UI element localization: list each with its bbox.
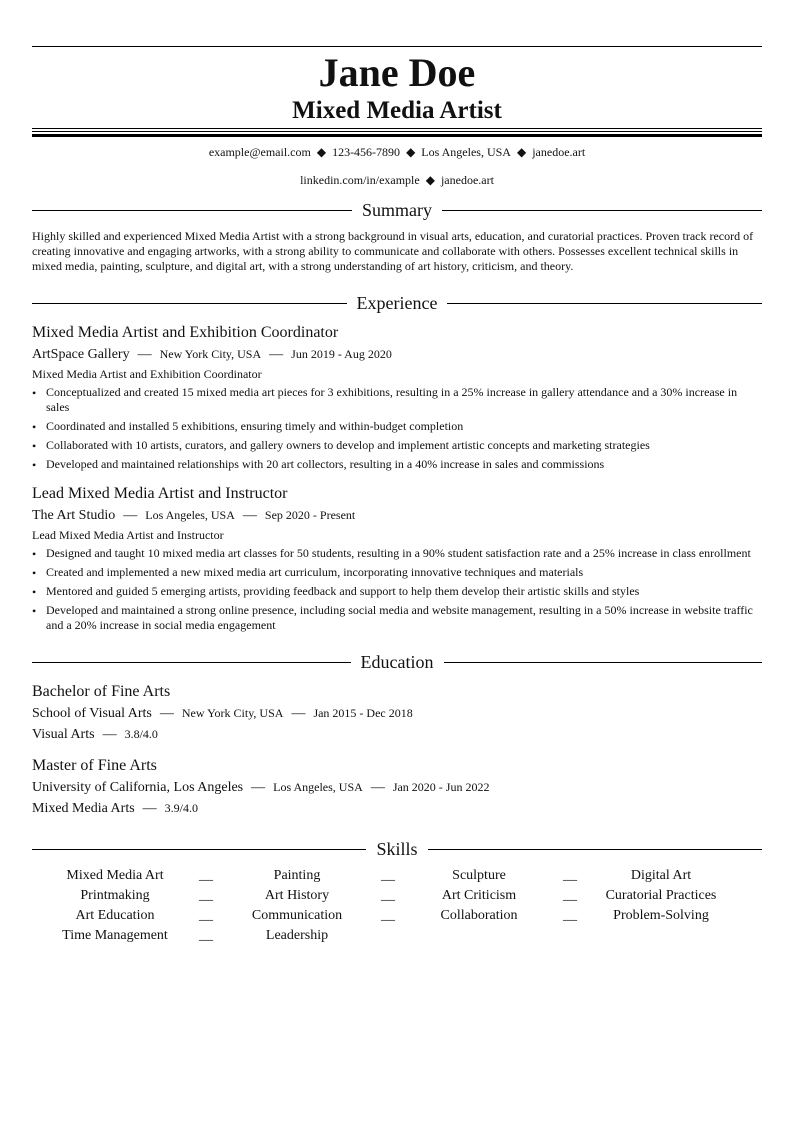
list-item: • Developed and maintained relationships with 20 art collectors, resulting in a 40% increase in sales and commissions <box>32 457 605 472</box>
skills-row <box>32 866 762 886</box>
skill-item: Printmaking <box>80 888 150 903</box>
dash-separator: — <box>251 780 266 795</box>
education-meta <box>32 778 762 797</box>
job-location: New York City, USA <box>159 347 262 361</box>
list-item: • Conceptualized and created 15 mixed media art pieces for 3 exhibitions, resulting in a 25% increase in gallery attendance and a 30% increase in sales <box>32 385 738 414</box>
skill-item: Collaboration <box>440 908 518 923</box>
job-dates: Jun 2019 - Aug 2020 <box>291 347 392 361</box>
job-location: Los Angeles, USA <box>145 508 235 522</box>
school-location: New York City, USA <box>181 706 284 720</box>
list-item: • Developed and maintained a strong online presence, including social media and website management, resulting in a 50% increase in website traffic and a 20% increase in social media engagement <box>32 603 753 632</box>
skill-separator: __ <box>199 908 213 923</box>
skills-row <box>32 906 762 926</box>
section-heading-experience <box>32 292 762 314</box>
degree-title: Master of Fine Arts <box>32 757 157 774</box>
experience-entry <box>32 323 762 472</box>
job-bullets <box>32 546 762 633</box>
bullet-icon: • <box>32 439 37 453</box>
skills-row <box>32 926 762 946</box>
candidate-title: Mixed Media Artist <box>292 97 502 124</box>
summary-text: Highly skilled and experienced Mixed Media Artist with a strong background in visual arts, education, and curatorial practices. Proven track record of creating innovative and engaging artworks, with a strong ability to communicate and collaborate with others. Possesses excellent technical skills in mixed media, painting, sculpture, and digital art, with a strong understanding of art history, criticism, and theory. <box>32 229 754 273</box>
diamond-separator-icon: ◆ <box>316 145 327 159</box>
education-entry <box>32 756 762 818</box>
school-location: Los Angeles, USA <box>273 780 363 794</box>
skill-item: Painting <box>273 868 321 883</box>
field-of-study: Mixed Media Arts <box>32 801 135 816</box>
dash-separator: — <box>291 706 306 721</box>
skill-separator: __ <box>381 888 395 903</box>
gpa: 3.9/4.0 <box>164 801 198 815</box>
dash-separator: — <box>137 347 152 362</box>
experience-entry <box>32 484 762 633</box>
field-of-study: Visual Arts <box>32 727 95 742</box>
skill-separator: __ <box>563 888 577 903</box>
section-heading-education <box>32 651 762 673</box>
skill-separator: __ <box>381 908 395 923</box>
gpa: 3.8/4.0 <box>124 727 158 741</box>
skill-item: Problem-Solving <box>613 908 709 923</box>
skill-item: Digital Art <box>630 868 692 883</box>
resume-page <box>32 46 762 946</box>
degree-title: Bachelor of Fine Arts <box>32 683 171 700</box>
skill-item: Curatorial Practices <box>605 888 717 903</box>
candidate-name: Jane Doe <box>318 50 476 95</box>
bullet-icon: • <box>32 604 37 618</box>
section-title: Experience <box>356 292 438 313</box>
contact-email[interactable]: example@email.com <box>208 145 311 159</box>
skill-separator: __ <box>381 868 395 883</box>
contact-website[interactable]: janedoe.art <box>532 145 586 159</box>
skill-item: Leadership <box>265 928 329 943</box>
job-meta <box>32 345 762 364</box>
section-title: Skills <box>376 838 418 859</box>
job-bullets <box>32 385 762 472</box>
education-meta <box>32 704 762 723</box>
diamond-separator-icon: ◆ <box>406 145 416 159</box>
bullet-icon: • <box>32 420 37 434</box>
diamond-separator-icon: ◆ <box>516 145 527 159</box>
job-company: The Art Studio <box>32 508 116 523</box>
contact-linkedin[interactable]: linkedin.com/in/example <box>300 173 420 187</box>
skill-item: Mixed Media Art <box>66 868 164 883</box>
job-title: Mixed Media Artist and Exhibition Coordinator <box>32 324 339 341</box>
list-item: • Designed and taught 10 mixed media art classes for 50 students, resulting in a 90% student satisfaction rate and a 25% increase in class enrollment <box>32 546 751 561</box>
list-item: • Collaborated with 10 artists, curators, and gallery owners to develop and implement artistic concepts and marketing strategies <box>32 438 650 453</box>
skill-separator: __ <box>563 908 577 923</box>
dash-separator: — <box>242 508 257 523</box>
skill-item: Sculpture <box>452 868 506 883</box>
job-company: ArtSpace Gallery <box>32 347 130 362</box>
education-entry <box>32 682 762 744</box>
skill-item: Time Management <box>62 928 168 943</box>
skill-item: Art Education <box>75 908 155 923</box>
job-dates: Sep 2020 - Present <box>264 508 356 522</box>
header-top-rule <box>32 46 762 47</box>
list-item: • Created and implemented a new mixed media art curriculum, incorporating innovative techniques and materials <box>32 565 584 580</box>
skill-item: Art Criticism <box>441 888 517 903</box>
school-name: School of Visual Arts <box>32 706 152 721</box>
bullet-icon: • <box>32 566 37 580</box>
list-item: • Coordinated and installed 5 exhibitions, ensuring timely and within-budget completion <box>32 419 464 434</box>
contact-phone[interactable]: 123-456-7890 <box>332 145 401 159</box>
skills-grid <box>32 866 762 946</box>
diamond-separator-icon: ◆ <box>425 173 435 187</box>
contact-location: Los Angeles, USA <box>421 145 511 159</box>
education-field <box>32 799 762 818</box>
job-role: Lead Mixed Media Artist and Instructor <box>32 528 224 542</box>
skill-separator: __ <box>199 888 213 903</box>
section-heading-skills <box>32 838 762 860</box>
skill-item: Communication <box>251 908 343 923</box>
dash-separator: — <box>269 347 284 362</box>
education-dates: Jan 2015 - Dec 2018 <box>313 706 413 720</box>
section-heading-summary <box>32 199 762 221</box>
dash-separator: — <box>123 508 138 523</box>
bullet-icon: • <box>32 458 37 472</box>
dash-separator: — <box>159 706 174 721</box>
dash-separator: — <box>370 780 385 795</box>
dash-separator: — <box>142 801 157 816</box>
skill-item: Art History <box>264 888 330 903</box>
header-divider <box>32 128 762 137</box>
job-meta <box>32 506 762 525</box>
dash-separator: — <box>102 727 117 742</box>
contact-row-1 <box>32 142 762 162</box>
skill-separator: __ <box>563 868 577 883</box>
contact-info <box>32 142 762 190</box>
list-item: • Mentored and guided 5 emerging artists, providing feedback and support to help them develop their artistic skills and styles <box>32 584 640 599</box>
contact-website-2[interactable]: janedoe.art <box>440 173 494 187</box>
bullet-icon: • <box>32 547 37 561</box>
education-field <box>32 725 762 744</box>
section-title: Education <box>360 651 434 672</box>
job-role: Mixed Media Artist and Exhibition Coordinator <box>32 367 262 381</box>
skill-separator: __ <box>199 868 213 883</box>
skill-separator: __ <box>199 928 213 943</box>
school-name: University of California, Los Angeles <box>32 780 244 795</box>
contact-row-2 <box>32 170 762 190</box>
section-title: Summary <box>362 199 432 220</box>
bullet-icon: • <box>32 386 37 400</box>
bullet-icon: • <box>32 585 37 599</box>
job-title: Lead Mixed Media Artist and Instructor <box>32 485 288 502</box>
skills-row <box>32 886 762 906</box>
education-dates: Jan 2020 - Jun 2022 <box>392 780 490 794</box>
